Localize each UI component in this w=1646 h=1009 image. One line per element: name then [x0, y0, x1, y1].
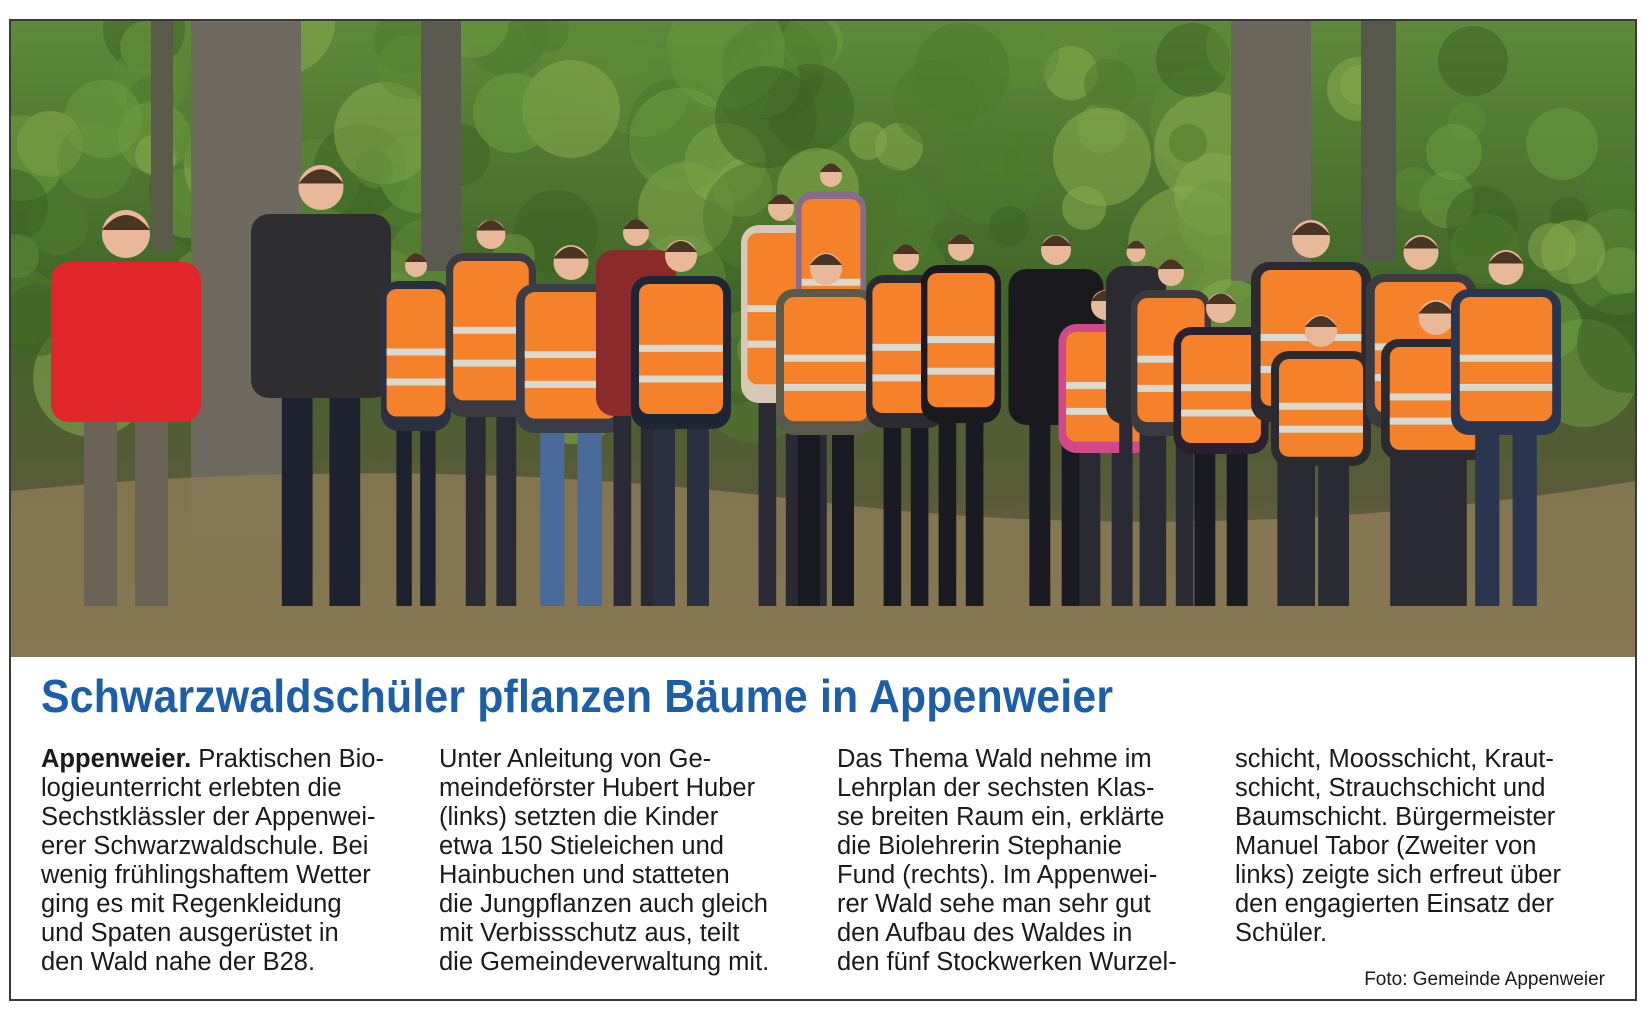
text-line: und Spaten ausgerüstet in: [41, 919, 339, 947]
text-line: Unter Anleitung von Ge-: [439, 745, 712, 773]
text-line: den engagierten Einsatz der: [1235, 890, 1554, 918]
text-line: den fünf Stockwerken Wurzel-: [837, 948, 1177, 976]
text-line: Das Thema Wald nehme im: [837, 745, 1152, 773]
article-column-4: [1235, 745, 1620, 948]
article-column-3: [837, 745, 1222, 977]
text-line: Sechstklässler der Appenwei-: [41, 803, 376, 831]
text-line: meindeförster Hubert Huber: [439, 774, 756, 802]
text-line: schicht, Moosschicht, Kraut-: [1235, 745, 1554, 773]
tree-trunk: [421, 21, 461, 271]
text-line: die Gemeindeverwaltung mit.: [439, 948, 770, 976]
text-line: rer Wald sehe man sehr gut: [837, 890, 1151, 918]
photo-credit: Foto: Gemeinde Appenweier: [1364, 969, 1605, 990]
text-line: Schüler.: [1235, 919, 1328, 947]
text-line: Fund (rechts). Im Appenwei-: [837, 861, 1158, 889]
dateline: Appenweier.: [41, 745, 192, 773]
article-body: [41, 745, 1615, 975]
text-line: se breiten Raum ein, erklärte: [837, 803, 1165, 831]
text-line: die Jungpflanzen auch gleich: [439, 890, 768, 918]
text-line: Hainbuchen und statteten: [439, 861, 730, 889]
text-line: den Aufbau des Waldes in: [837, 919, 1133, 947]
text-line: erer Schwarzwaldschule. Bei: [41, 832, 369, 860]
text-line: ging es mit Regenkleidung: [41, 890, 342, 918]
text-line: links) zeigte sich erfreut über: [1235, 861, 1561, 889]
tree-trunk: [151, 21, 173, 251]
text-line: mit Verbissschutz aus, teilt: [439, 919, 740, 947]
text-line: Appenweier. Praktischen Bio-: [41, 745, 384, 773]
text-line: (links) setzten die Kinder: [439, 803, 719, 831]
article-column-1: [41, 745, 426, 977]
text-line: die Biolehrerin Stephanie: [837, 832, 1122, 860]
text-line: logieunterricht erlebten die: [41, 774, 342, 802]
text-line: etwa 150 Stieleichen und: [439, 832, 724, 860]
article-frame: [9, 19, 1637, 1001]
text-line: wenig frühlingshaftem Wetter: [41, 861, 371, 889]
text-line: Baumschicht. Bürgermeister: [1235, 803, 1556, 831]
article-headline: Schwarzwaldschüler pflanzen Bäume in Appenweier: [41, 670, 1114, 722]
article-column-2: [439, 745, 824, 977]
text-line: schicht, Strauchschicht und: [1235, 774, 1546, 802]
tree-trunk: [1361, 21, 1396, 261]
group-photo: [11, 21, 1635, 657]
text-line: Manuel Tabor (Zweiter von: [1235, 832, 1537, 860]
text-line: Lehrplan der sechsten Klas-: [837, 774, 1155, 802]
text-line: den Wald nahe der B28.: [41, 948, 316, 976]
group-photo-illustration: [11, 21, 1635, 657]
